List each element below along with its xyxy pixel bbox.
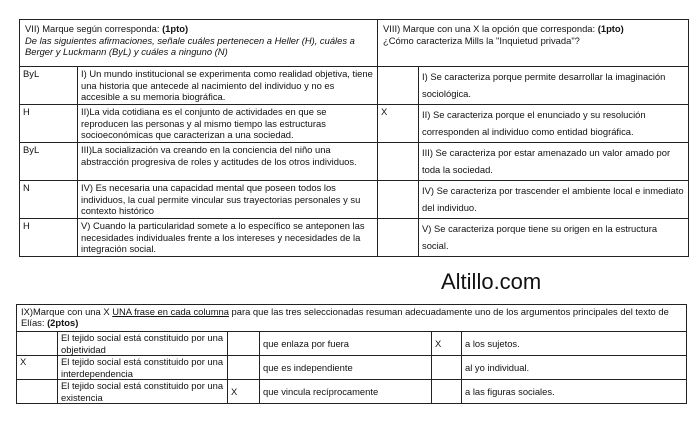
section7-points: (1pto)	[162, 23, 189, 34]
option-cell: III) Se caracteriza por estar amenazado un valor amado por toda la sociedad.	[419, 143, 689, 181]
table-row	[17, 380, 687, 404]
mark-cell[interactable]	[378, 219, 419, 257]
section8-header	[378, 20, 689, 67]
option-cell: II) Se caracteriza porque el enunciado y su resolución corresponden al individuo como entidad biográfica.	[419, 105, 689, 143]
answer-cell[interactable]: H	[20, 219, 78, 257]
phrase-cell: que es independiente	[260, 356, 432, 380]
mark-cell[interactable]	[228, 356, 260, 380]
table-row	[20, 67, 689, 105]
statement-cell: V) Cuando la particularidad somete a lo específico se anteponen las necesidades individuales frente a los intereses y necesidades de la integración social.	[78, 219, 378, 257]
phrase-cell: que enlaza por fuera	[260, 332, 432, 356]
mark-cell[interactable]	[378, 143, 419, 181]
table-row	[17, 356, 687, 380]
section9-header	[17, 305, 687, 332]
site-logo: Altillo.com	[441, 269, 542, 294]
table-row	[17, 332, 687, 356]
section9-title-a: IX)Marque con una X	[21, 306, 113, 317]
phrase-cell: que vincula recíprocamente	[260, 380, 432, 404]
statement-cell: III)La socialización va creando en la conciencia del niño una abstracción progresiva de roles y actitudes de los otros individuos.	[78, 143, 378, 181]
phrase-cell: El tejido social está constituido por una interdependencia	[58, 356, 228, 380]
answer-cell[interactable]: H	[20, 105, 78, 143]
mark-cell[interactable]	[378, 67, 419, 105]
header-row	[20, 20, 689, 67]
answer-cell[interactable]: ByL	[20, 67, 78, 105]
table-sections-7-8	[19, 19, 689, 257]
phrase-cell: a los sujetos.	[462, 332, 687, 356]
statement-cell: II)La vida cotidiana es el conjunto de actividades en que se reproducen las personas y al mismo tiempo las estructuras socioeconómicas que caracterizan a una sociedad.	[78, 105, 378, 143]
mark-cell[interactable]	[228, 332, 260, 356]
table-row	[20, 143, 689, 181]
section8-question: ¿Cómo caracteriza Mills la "Inquietud privada"?	[383, 34, 580, 46]
mark-cell[interactable]	[432, 380, 462, 404]
section7-title: VII) Marque según corresponda:	[25, 23, 163, 34]
mark-cell[interactable]	[378, 181, 419, 219]
table-section-9	[16, 304, 687, 404]
mark-cell[interactable]: X	[378, 105, 419, 143]
section9-points: (2ptos)	[47, 317, 79, 328]
option-cell: I) Se caracteriza porque permite desarrollar la imaginación sociológica.	[419, 67, 689, 105]
phrase-cell: El tejido social está constituido por una existencia	[58, 380, 228, 404]
mark-cell[interactable]	[17, 332, 58, 356]
answer-cell[interactable]: ByL	[20, 143, 78, 181]
section7-instruction: De las siguientes afirmaciones, señale cuáles pertenecen a Heller (H), cuáles a Berger y Luckmann (ByL) y cuáles a ninguno (N)	[25, 34, 355, 57]
section8-title: VIII) Marque con una X la opción que corresponda:	[383, 23, 598, 34]
statement-cell: I) Un mundo institucional se experimenta como realidad objetiva, tiene una historia que antecede al nacimiento del individuo y no es accesible a su memoria biográfica.	[78, 67, 378, 105]
section8-points: (1pto)	[597, 23, 624, 34]
table-row	[20, 219, 689, 257]
mark-cell[interactable]: X	[17, 356, 58, 380]
section9-title-b: para que las tres seleccionadas resuman adecuadamente uno de los argumentos principales del texto de Elías:	[21, 306, 669, 328]
phrase-cell: a las figuras sociales.	[462, 380, 687, 404]
section7-header	[20, 20, 378, 67]
table-row	[20, 181, 689, 219]
mark-cell[interactable]: X	[228, 380, 260, 404]
phrase-cell: El tejido social está constituido por una objetividad	[58, 332, 228, 356]
mark-cell[interactable]: X	[432, 332, 462, 356]
table-row	[20, 105, 689, 143]
option-cell: V) Se caracteriza porque tiene su origen en la estructura social.	[419, 219, 689, 257]
statement-cell: IV) Es necesaria una capacidad mental que poseen todos los individuos, la cual permite vincular sus trayectorias personales y su contexto histórico	[78, 181, 378, 219]
section9-title-underlined: UNA frase en cada columna	[112, 306, 229, 317]
answer-cell[interactable]: N	[20, 181, 78, 219]
option-cell: IV) Se caracteriza por trascender el ambiente local e inmediato del individuo.	[419, 181, 689, 219]
section9-header-row	[17, 305, 687, 332]
mark-cell[interactable]	[432, 356, 462, 380]
phrase-cell: al yo individual.	[462, 356, 687, 380]
mark-cell[interactable]	[17, 380, 58, 404]
